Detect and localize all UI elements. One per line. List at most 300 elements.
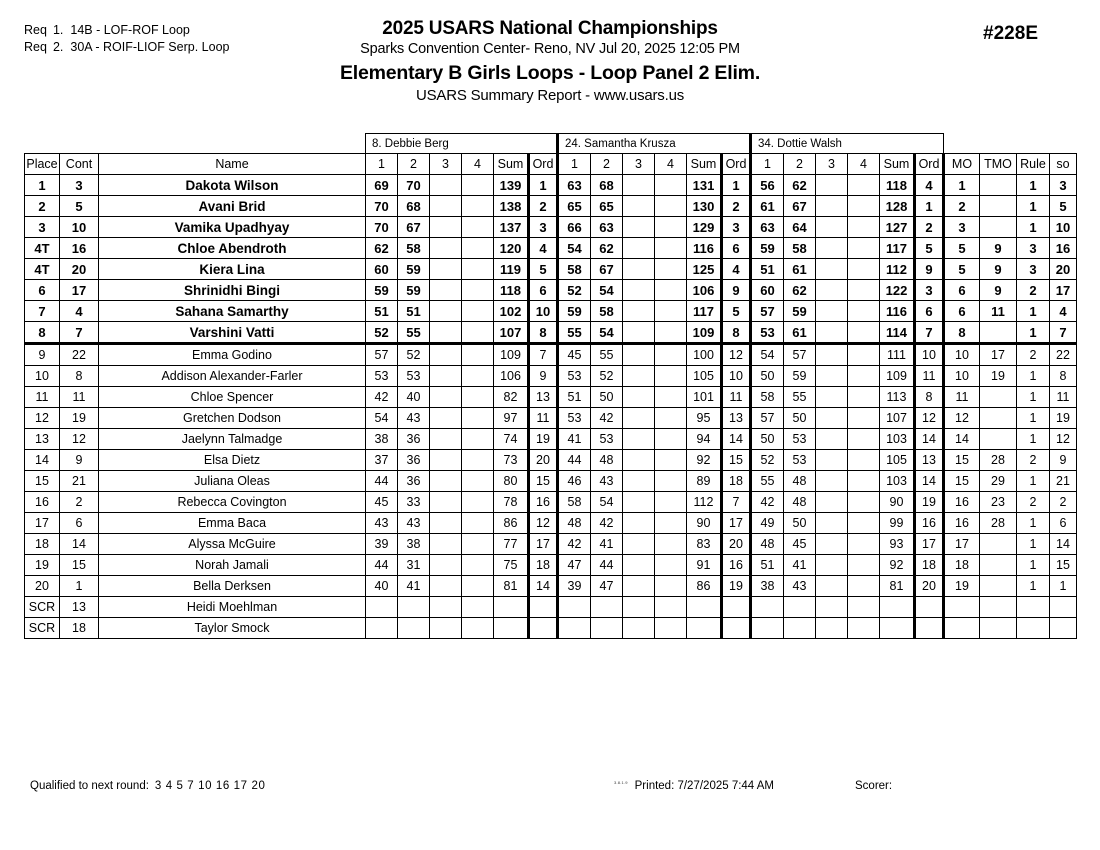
scorer-label: Scorer: <box>855 780 893 792</box>
cell-judge3-score1: 50 <box>751 366 784 387</box>
cell-so: 3 <box>1050 175 1077 196</box>
cell-judge1-score3 <box>430 387 462 408</box>
cell-rule: 2 <box>1017 280 1050 301</box>
cell-mo: 15 <box>944 450 980 471</box>
cell-judge2-score2: 53 <box>591 429 623 450</box>
cell-judge1-score2: 41 <box>398 576 430 597</box>
cell-judge2-score4 <box>655 492 687 513</box>
cell-judge1-ord: 8 <box>529 322 558 344</box>
cell-judge3-ord: 16 <box>915 513 944 534</box>
cell-judge2-ord <box>722 618 751 639</box>
cell-place: 4T <box>25 259 60 280</box>
cell-judge1-score4 <box>462 366 494 387</box>
cell-judge3-score3 <box>816 238 848 259</box>
cell-judge3-ord: 20 <box>915 576 944 597</box>
cell-judge2-ord: 3 <box>722 217 751 238</box>
cell-tmo <box>980 322 1017 344</box>
cell-judge2-sum: 130 <box>687 196 722 217</box>
cell-judge3-score1: 56 <box>751 175 784 196</box>
requirement-label: Req <box>24 40 47 54</box>
cell-judge2-score1 <box>558 597 591 618</box>
cell-judge3-sum: 127 <box>880 217 915 238</box>
cell-judge1-score2: 43 <box>398 408 430 429</box>
cell-judge1-score1: 42 <box>366 387 398 408</box>
cell-judge3-ord: 8 <box>915 387 944 408</box>
cell-mo: 19 <box>944 576 980 597</box>
cell-judge2-sum: 116 <box>687 238 722 259</box>
cell-judge2-ord: 19 <box>722 576 751 597</box>
cell-judge1-sum: 97 <box>494 408 529 429</box>
cell-judge3-score3 <box>816 217 848 238</box>
cell-judge3-score3 <box>816 597 848 618</box>
cell-mo <box>944 618 980 639</box>
cell-judge1-score2: 36 <box>398 429 430 450</box>
cell-so: 14 <box>1050 534 1077 555</box>
cell-judge3-score1: 60 <box>751 280 784 301</box>
cell-judge2-ord: 9 <box>722 280 751 301</box>
cell-judge1-score2: 52 <box>398 344 430 366</box>
cell-judge3-score1: 51 <box>751 259 784 280</box>
cell-judge2-score3 <box>623 450 655 471</box>
cell-judge2-score4 <box>655 280 687 301</box>
printed-timestamp: Printed: 7/27/2025 7:44 AM <box>634 780 775 792</box>
cell-judge2-score2: 43 <box>591 471 623 492</box>
cell-place: SCR <box>25 597 60 618</box>
cell-judge2-score1: 52 <box>558 280 591 301</box>
cell-judge1-score2: 59 <box>398 280 430 301</box>
cell-judge2-score2: 54 <box>591 492 623 513</box>
cell-judge1-ord: 10 <box>529 301 558 322</box>
cell-judge3-score1: 63 <box>751 217 784 238</box>
cell-judge2-score4 <box>655 429 687 450</box>
cell-judge3-score4 <box>848 301 880 322</box>
cell-judge3-score1 <box>751 618 784 639</box>
requirement-number: 2. <box>52 40 64 54</box>
cell-judge2-score4 <box>655 618 687 639</box>
cell-rule: 3 <box>1017 259 1050 280</box>
cell-cont: 7 <box>60 322 99 344</box>
cell-judge3-score2: 53 <box>784 450 816 471</box>
cell-judge3-score2: 59 <box>784 366 816 387</box>
cell-mo: 17 <box>944 534 980 555</box>
cell-judge1-score1: 38 <box>366 429 398 450</box>
cell-judge2-score4 <box>655 322 687 344</box>
cell-judge3-score2: 57 <box>784 344 816 366</box>
header-judge3-score1: 1 <box>751 154 784 175</box>
cell-place: 9 <box>25 344 60 366</box>
cell-judge3-score2: 59 <box>784 301 816 322</box>
cell-judge3-score4 <box>848 344 880 366</box>
cell-judge1-score2: 55 <box>398 322 430 344</box>
cell-judge2-score2: 47 <box>591 576 623 597</box>
cell-judge3-sum: 117 <box>880 238 915 259</box>
cell-judge1-ord: 1 <box>529 175 558 196</box>
cell-judge1-ord: 18 <box>529 555 558 576</box>
results-table <box>24 133 1077 639</box>
cell-judge1-score4 <box>462 280 494 301</box>
table-row[interactable] <box>25 280 1077 301</box>
header-judge2-score4: 4 <box>655 154 687 175</box>
cell-judge1-score2: 36 <box>398 471 430 492</box>
cell-mo <box>944 597 980 618</box>
cell-judge2-score1: 66 <box>558 217 591 238</box>
cell-place: 14 <box>25 450 60 471</box>
cell-cont: 18 <box>60 618 99 639</box>
table-row[interactable] <box>25 175 1077 196</box>
cell-judge1-ord: 12 <box>529 513 558 534</box>
cell-mo: 8 <box>944 322 980 344</box>
cell-judge2-score2 <box>591 597 623 618</box>
cell-rule: 2 <box>1017 492 1050 513</box>
cell-judge2-score2: 48 <box>591 450 623 471</box>
cell-mo: 12 <box>944 408 980 429</box>
cell-judge3-score4 <box>848 534 880 555</box>
cell-judge3-score3 <box>816 196 848 217</box>
header-judge1-score1: 1 <box>366 154 398 175</box>
cell-judge3-score3 <box>816 408 848 429</box>
cell-judge2-score4 <box>655 238 687 259</box>
cell-judge2-score4 <box>655 408 687 429</box>
cell-judge2-ord: 15 <box>722 450 751 471</box>
cell-judge2-score2: 44 <box>591 555 623 576</box>
header-name: Name <box>99 154 366 175</box>
cell-name: Elsa Dietz <box>99 450 366 471</box>
cell-judge1-sum: 74 <box>494 429 529 450</box>
cell-judge3-score1: 48 <box>751 534 784 555</box>
cell-judge3-score3 <box>816 280 848 301</box>
cell-tmo <box>980 387 1017 408</box>
header-judge1-score4: 4 <box>462 154 494 175</box>
cell-judge2-sum: 129 <box>687 217 722 238</box>
cell-judge2-sum: 112 <box>687 492 722 513</box>
cell-judge2-ord: 14 <box>722 429 751 450</box>
cell-so: 22 <box>1050 344 1077 366</box>
cell-name: Juliana Oleas <box>99 471 366 492</box>
cell-cont: 22 <box>60 344 99 366</box>
cell-judge2-ord: 6 <box>722 238 751 259</box>
cell-name: Kiera Lina <box>99 259 366 280</box>
cell-judge3-score4 <box>848 238 880 259</box>
cell-rule <box>1017 597 1050 618</box>
cell-place: SCR <box>25 618 60 639</box>
cell-judge3-score1: 38 <box>751 576 784 597</box>
cell-judge1-ord: 3 <box>529 217 558 238</box>
cell-judge3-score1: 42 <box>751 492 784 513</box>
cell-mo: 5 <box>944 238 980 259</box>
cell-judge2-score3 <box>623 196 655 217</box>
table-row[interactable] <box>25 576 1077 597</box>
cell-name: Taylor Smock <box>99 618 366 639</box>
table-row[interactable] <box>25 513 1077 534</box>
cell-judge2-ord: 8 <box>722 322 751 344</box>
cell-judge2-ord: 5 <box>722 301 751 322</box>
cell-so: 8 <box>1050 366 1077 387</box>
table-row[interactable] <box>25 387 1077 408</box>
cell-place: 15 <box>25 471 60 492</box>
cell-place: 1 <box>25 175 60 196</box>
cell-judge1-score2 <box>398 597 430 618</box>
cell-judge3-sum: 114 <box>880 322 915 344</box>
cell-judge1-score2: 43 <box>398 513 430 534</box>
header-judge1-score3: 3 <box>430 154 462 175</box>
cell-judge2-score2: 63 <box>591 217 623 238</box>
cell-judge1-ord: 20 <box>529 450 558 471</box>
cell-rule: 3 <box>1017 238 1050 259</box>
cell-judge3-ord: 11 <box>915 366 944 387</box>
cell-judge2-score4 <box>655 217 687 238</box>
table-row[interactable] <box>25 429 1077 450</box>
cell-judge3-ord: 12 <box>915 408 944 429</box>
cell-judge1-score2: 53 <box>398 366 430 387</box>
cell-judge1-ord: 16 <box>529 492 558 513</box>
cell-judge2-sum: 101 <box>687 387 722 408</box>
cell-judge1-score2: 51 <box>398 301 430 322</box>
cell-mo: 10 <box>944 344 980 366</box>
requirement-label: Req <box>24 23 47 37</box>
cell-judge3-score4 <box>848 513 880 534</box>
judge-row-spacer <box>25 134 366 154</box>
cell-judge1-sum: 120 <box>494 238 529 259</box>
table-row[interactable] <box>25 597 1077 618</box>
cell-judge1-ord: 5 <box>529 259 558 280</box>
cell-judge1-score1: 52 <box>366 322 398 344</box>
cell-judge2-sum: 95 <box>687 408 722 429</box>
cell-judge2-score4 <box>655 259 687 280</box>
cell-judge3-score2 <box>784 597 816 618</box>
cell-so: 9 <box>1050 450 1077 471</box>
cell-place: 19 <box>25 555 60 576</box>
cell-judge1-sum: 109 <box>494 344 529 366</box>
table-row[interactable] <box>25 196 1077 217</box>
cell-judge2-score1: 51 <box>558 387 591 408</box>
cell-judge1-score4 <box>462 492 494 513</box>
cell-judge2-score2: 62 <box>591 238 623 259</box>
header-judge2-score1: 1 <box>558 154 591 175</box>
cell-judge1-ord: 6 <box>529 280 558 301</box>
cell-rule: 1 <box>1017 534 1050 555</box>
cell-mo: 16 <box>944 513 980 534</box>
cell-judge3-score4 <box>848 259 880 280</box>
table-row[interactable] <box>25 344 1077 366</box>
cell-judge3-sum: 103 <box>880 471 915 492</box>
cell-judge1-score3 <box>430 492 462 513</box>
cell-judge3-score4 <box>848 175 880 196</box>
cell-judge3-sum <box>880 597 915 618</box>
cell-judge3-score3 <box>816 366 848 387</box>
cell-judge3-score4 <box>848 217 880 238</box>
cell-judge1-ord: 14 <box>529 576 558 597</box>
cell-judge1-score1: 43 <box>366 513 398 534</box>
cell-judge1-score4 <box>462 217 494 238</box>
cell-judge2-score3 <box>623 492 655 513</box>
cell-judge2-score4 <box>655 387 687 408</box>
cell-place: 11 <box>25 387 60 408</box>
cell-place: 12 <box>25 408 60 429</box>
judge-row-spacer-right <box>944 134 1077 154</box>
cell-judge3-ord: 18 <box>915 555 944 576</box>
table-row[interactable] <box>25 618 1077 639</box>
cell-judge1-score4 <box>462 238 494 259</box>
qualified-label: Qualified to next round: <box>30 780 149 792</box>
cell-judge3-sum: 109 <box>880 366 915 387</box>
cell-judge1-score3 <box>430 534 462 555</box>
cell-place: 2 <box>25 196 60 217</box>
cell-cont: 1 <box>60 576 99 597</box>
cell-judge1-score2: 33 <box>398 492 430 513</box>
cell-mo: 2 <box>944 196 980 217</box>
cell-judge3-score1: 59 <box>751 238 784 259</box>
cell-cont: 19 <box>60 408 99 429</box>
cell-name: Avani Brid <box>99 196 366 217</box>
cell-judge3-score3 <box>816 618 848 639</box>
cell-so: 16 <box>1050 238 1077 259</box>
table-row[interactable] <box>25 555 1077 576</box>
cell-judge2-score4 <box>655 534 687 555</box>
cell-judge1-score3 <box>430 408 462 429</box>
cell-judge1-sum <box>494 597 529 618</box>
requirement-number: 1. <box>52 23 64 37</box>
cell-judge3-score2: 50 <box>784 513 816 534</box>
table-row[interactable] <box>25 301 1077 322</box>
cell-cont: 12 <box>60 429 99 450</box>
cell-judge1-score3 <box>430 450 462 471</box>
cell-judge3-score3 <box>816 259 848 280</box>
header-judge1-ord: Ord <box>529 154 558 175</box>
cell-place: 3 <box>25 217 60 238</box>
cell-judge3-sum: 107 <box>880 408 915 429</box>
cell-tmo: 9 <box>980 259 1017 280</box>
cell-judge3-score2: 62 <box>784 175 816 196</box>
table-row[interactable] <box>25 471 1077 492</box>
cell-judge2-ord: 16 <box>722 555 751 576</box>
cell-judge1-score4 <box>462 576 494 597</box>
table-row[interactable] <box>25 492 1077 513</box>
cell-place: 20 <box>25 576 60 597</box>
cell-judge1-sum: 106 <box>494 366 529 387</box>
cell-judge2-score1: 54 <box>558 238 591 259</box>
table-row[interactable] <box>25 238 1077 259</box>
cell-so <box>1050 618 1077 639</box>
cell-judge2-score2: 42 <box>591 513 623 534</box>
table-row[interactable] <box>25 217 1077 238</box>
cell-judge1-score4 <box>462 344 494 366</box>
cell-judge2-sum: 117 <box>687 301 722 322</box>
cell-judge3-score3 <box>816 301 848 322</box>
cell-judge1-sum: 73 <box>494 450 529 471</box>
table-row[interactable] <box>25 450 1077 471</box>
cell-judge3-score3 <box>816 576 848 597</box>
cell-judge1-ord <box>529 618 558 639</box>
cell-judge1-sum: 102 <box>494 301 529 322</box>
cell-judge1-score4 <box>462 175 494 196</box>
table-row[interactable] <box>25 534 1077 555</box>
cell-judge2-score1: 65 <box>558 196 591 217</box>
table-row[interactable] <box>25 259 1077 280</box>
cell-judge2-score1: 53 <box>558 366 591 387</box>
cell-judge3-score4 <box>848 196 880 217</box>
cell-rule: 1 <box>1017 513 1050 534</box>
header-judge3-score3: 3 <box>816 154 848 175</box>
cell-judge2-score1: 44 <box>558 450 591 471</box>
cell-judge2-sum: 94 <box>687 429 722 450</box>
cell-judge2-score1: 42 <box>558 534 591 555</box>
cell-tmo <box>980 196 1017 217</box>
cell-judge2-sum: 100 <box>687 344 722 366</box>
cell-judge1-ord: 7 <box>529 344 558 366</box>
cell-judge3-sum: 99 <box>880 513 915 534</box>
header-rule: Rule <box>1017 154 1050 175</box>
header-judge1-sum: Sum <box>494 154 529 175</box>
cell-judge2-sum: 105 <box>687 366 722 387</box>
cell-judge1-score4 <box>462 618 494 639</box>
cell-judge3-score3 <box>816 513 848 534</box>
header-judge2-score3: 3 <box>623 154 655 175</box>
cell-rule: 1 <box>1017 217 1050 238</box>
cell-mo: 11 <box>944 387 980 408</box>
cell-so: 6 <box>1050 513 1077 534</box>
cell-tmo <box>980 217 1017 238</box>
championship-title: 2025 USARS National Championships <box>382 18 718 39</box>
cell-rule: 1 <box>1017 408 1050 429</box>
cell-judge2-score2: 58 <box>591 301 623 322</box>
table-row[interactable] <box>25 408 1077 429</box>
cell-judge3-score1: 49 <box>751 513 784 534</box>
cell-judge3-score1: 52 <box>751 450 784 471</box>
cell-judge3-score2: 43 <box>784 576 816 597</box>
cell-judge3-score3 <box>816 450 848 471</box>
cell-judge2-score3 <box>623 259 655 280</box>
cell-so: 21 <box>1050 471 1077 492</box>
cell-judge2-ord: 18 <box>722 471 751 492</box>
cell-judge1-score3 <box>430 175 462 196</box>
cell-judge3-ord: 17 <box>915 534 944 555</box>
table-row[interactable] <box>25 366 1077 387</box>
cell-name: Chloe Spencer <box>99 387 366 408</box>
report-header <box>250 18 850 106</box>
cell-judge3-ord: 13 <box>915 450 944 471</box>
cell-judge3-ord <box>915 597 944 618</box>
cell-cont: 9 <box>60 450 99 471</box>
cell-place: 7 <box>25 301 60 322</box>
cell-judge2-score2: 68 <box>591 175 623 196</box>
cell-so: 12 <box>1050 429 1077 450</box>
cell-judge1-ord: 2 <box>529 196 558 217</box>
cell-judge2-score3 <box>623 366 655 387</box>
cell-mo: 15 <box>944 471 980 492</box>
cell-judge3-sum: 112 <box>880 259 915 280</box>
cell-judge3-sum: 113 <box>880 387 915 408</box>
cell-judge3-score1: 53 <box>751 322 784 344</box>
cell-judge3-score1: 50 <box>751 429 784 450</box>
cell-judge2-score2 <box>591 618 623 639</box>
cell-judge2-ord <box>722 597 751 618</box>
cell-cont: 8 <box>60 366 99 387</box>
cell-judge1-score1: 69 <box>366 175 398 196</box>
cell-judge1-ord: 15 <box>529 471 558 492</box>
cell-tmo: 28 <box>980 513 1017 534</box>
event-title: Elementary B Girls Loops - Loop Panel 2 Elim. <box>339 62 761 84</box>
table-row[interactable] <box>25 322 1077 344</box>
cell-place: 16 <box>25 492 60 513</box>
cell-judge1-score3 <box>430 301 462 322</box>
cell-judge2-ord: 12 <box>722 344 751 366</box>
cell-judge1-sum: 82 <box>494 387 529 408</box>
cell-cont: 11 <box>60 387 99 408</box>
cell-cont: 5 <box>60 196 99 217</box>
cell-judge1-sum: 86 <box>494 513 529 534</box>
cell-judge2-score2: 55 <box>591 344 623 366</box>
cell-judge2-score3 <box>623 301 655 322</box>
